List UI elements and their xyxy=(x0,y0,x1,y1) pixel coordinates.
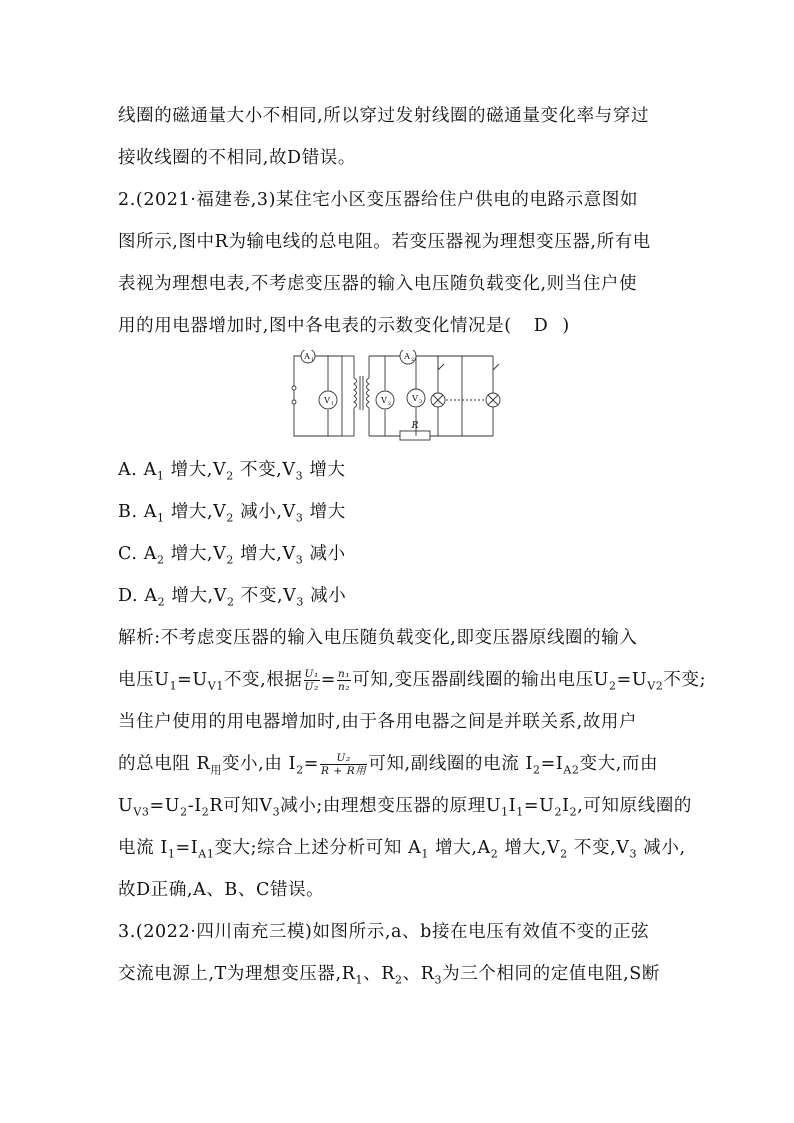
option-a: A. $A_1$ 增大$,V_2$ 不变$,V_3$ 增大 xyxy=(118,460,346,483)
transformer-circuit-diagram xyxy=(288,350,508,442)
text-line: 图所示,图中R为输电线的总电阻。若变压器视为理想变压器,所有电 xyxy=(118,232,651,252)
analysis-line: 故D正确,A、B、C错误。 xyxy=(118,880,325,900)
answer-letter: D xyxy=(533,316,549,336)
question-2-stem: 2.(2021·福建卷,3)某住宅小区变压器给住户供电的电路示意图如 xyxy=(118,190,639,210)
svg-text:2: 2 xyxy=(388,401,392,407)
analysis-line: $U_{V3}=U_2-I_2R$可知$V_3$减小;由理想变压器的原理$U_1I_1=U_2I_2$,可知原线圈的 xyxy=(118,796,693,819)
svg-text:1: 1 xyxy=(311,357,315,363)
option-c: C. $A_2$ 增大$,V_2$ 增大$,V_3$ 减小 xyxy=(118,544,346,567)
text-line: 接收线圈的不相同,故D错误。 xyxy=(118,148,356,168)
svg-text:3: 3 xyxy=(419,399,423,405)
analysis-line: 解析:不考虑变压器的输入电压随负载变化,即变压器原线圈的输入 xyxy=(118,628,638,648)
text-line: 线圈的磁通量大小不相同,所以穿过发射线圈的磁通量变化率与穿过 xyxy=(118,106,650,126)
text-line: 交流电源上,T为理想变压器$,R_1$、$R_2$、$R_3$为三个相同的定值电阻,S断 xyxy=(118,964,660,987)
stem-text: 用的用电器增加时,图中各电表的示数变化情况是( xyxy=(118,316,512,336)
question-3-stem: 3.(2022·四川南充三模)如图所示,a、b接在电压有效值不变的正弦 xyxy=(118,922,650,942)
analysis-line: 电压$U_1=U_{V1}$不变,根据 $\frac{\text{U₁}}{\text{U₂}}$ = $\frac{\text{n₁}}{\text{n₂}}$ 可知,变压器副线圈的输出电压$U_2=U_{V2}$不变; xyxy=(118,668,707,693)
voltage-ratio-fraction: $\frac{\text{U₁}}{\text{U₂}}$ xyxy=(304,668,319,693)
voltmeter-v1-label: V xyxy=(324,396,330,405)
option-d: D. $A_2$ 增大$,V_2$ 不变$,V_3$ 减小 xyxy=(118,586,347,609)
resistor-r-label: R xyxy=(411,421,419,431)
analysis-line: 当住户使用的用电器增加时,由于各用电器之间是并联关系,故用户 xyxy=(118,712,638,732)
ammeter-a2-label: A xyxy=(404,352,410,361)
turns-ratio-fraction: $\frac{\text{n₁}}{\text{n₂}}$ xyxy=(338,668,351,693)
text-line: 用的用电器增加时,图中各电表的示数变化情况是( D ) xyxy=(118,316,570,336)
analysis-line: 的总电阻 $R_用$变小,由 $I_2=$ $\frac{\text{U₂}}{\text{R + R用}}$ 可知,副线圈的电流 $I_2=I_{A2}$变大,而由 xyxy=(118,752,659,777)
voltmeter-v2-label: V xyxy=(381,396,387,405)
text-line: 表视为理想电表,不考虑变压器的输入电压随负载变化,则当住户使 xyxy=(118,274,638,294)
ammeter-a1-label: A xyxy=(304,352,310,361)
current-fraction: $\frac{\text{U₂}}{\text{R + R用}}$ xyxy=(320,752,367,777)
svg-text:1: 1 xyxy=(331,401,335,407)
voltmeter-v3-label: V xyxy=(412,394,418,403)
svg-text:2: 2 xyxy=(411,357,415,363)
analysis-line: 电流 $I_1=I_{A1}$变大;综合上述分析可知 $A_1$ 增大$,A_2$ 增大$,V_2$ 不变$,V_3$ 减小, xyxy=(118,838,686,861)
option-b: B. $A_1$ 增大$,V_2$ 减小$,V_3$ 增大 xyxy=(118,502,346,525)
